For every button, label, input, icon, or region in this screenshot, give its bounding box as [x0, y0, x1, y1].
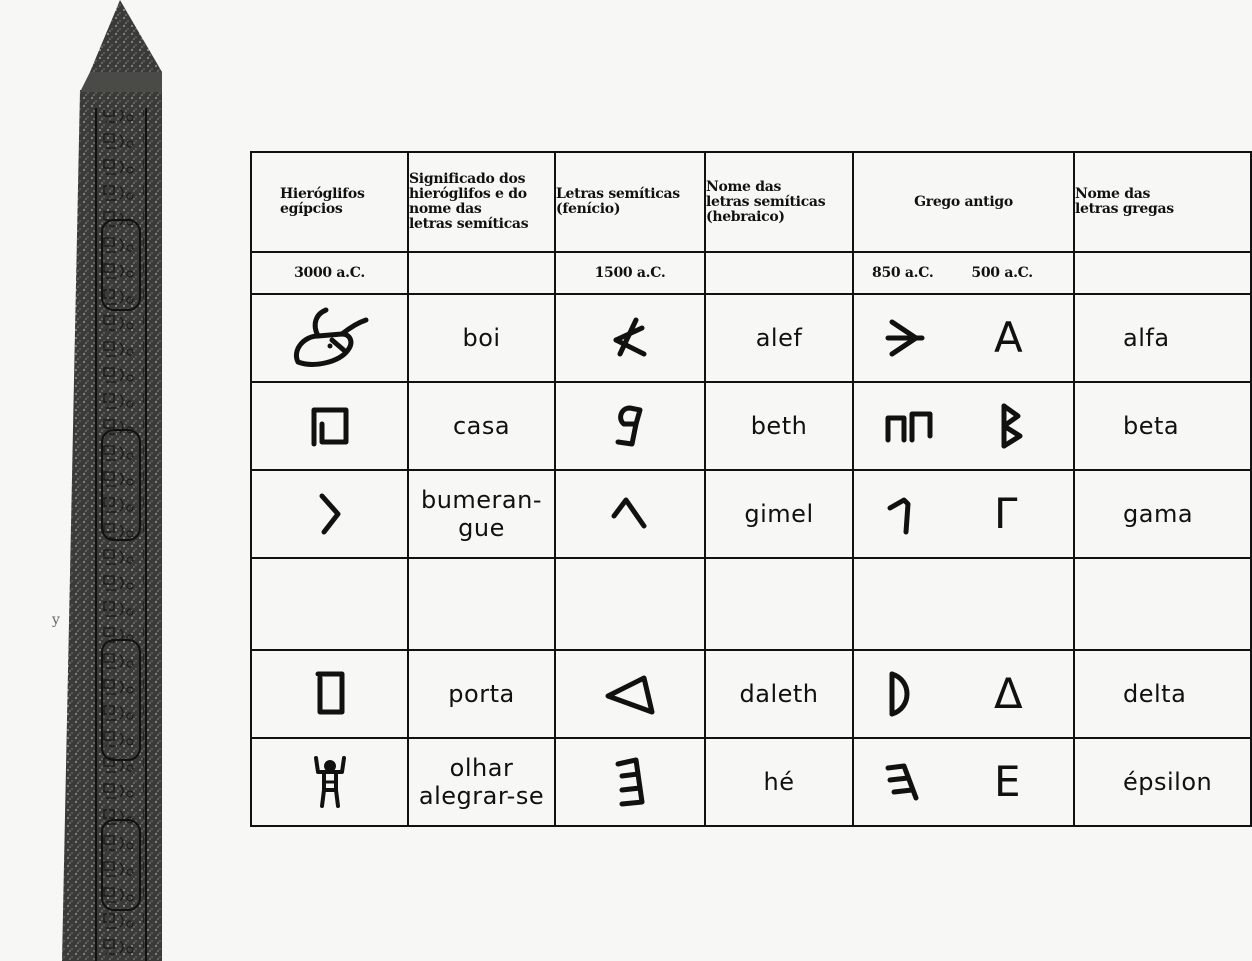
semitic-name-cell: beth: [705, 382, 853, 470]
greek-late-letter: Δ: [994, 669, 1023, 718]
date-semitic-names-empty: [705, 252, 853, 294]
table-row: [251, 738, 1251, 826]
meaning-cell: porta: [408, 650, 555, 738]
meaning-cell: olhar alegrar-se: [408, 738, 555, 826]
empty-cell: [1074, 558, 1251, 650]
meaning-cell: casa: [408, 382, 555, 470]
empty-cell: [555, 558, 705, 650]
he-icon: [610, 756, 650, 808]
obelisk-icon: [58, 0, 178, 961]
meaning-cell: bumeran- gue: [408, 470, 555, 558]
header-hieroglyphs: Hieróglifos egípcios: [251, 152, 408, 252]
date-greek: [853, 252, 1074, 294]
greek-late-letter: E: [994, 757, 1021, 806]
empty-cell: [853, 558, 1074, 650]
empty-cell: [705, 558, 853, 650]
greek-letters-cell: [853, 470, 1074, 558]
greek-name-cell: alfa: [1074, 294, 1251, 382]
greek-letters-cell: [853, 738, 1074, 826]
date-meaning-empty: [408, 252, 555, 294]
rejoicing-figure-icon: [310, 754, 350, 810]
archaic-epsilon-icon: [882, 760, 926, 804]
header-row: [251, 152, 1251, 252]
greek-name-cell: delta: [1074, 650, 1251, 738]
header-meaning: Significado dos hieróglifos e do nome das letras semíticas: [408, 152, 555, 252]
greek-letters-cell: [853, 650, 1074, 738]
beth-icon: [610, 402, 650, 450]
date-hieroglyphs: 3000 a.C.: [251, 252, 408, 294]
house-icon: [308, 404, 352, 448]
daleth-icon: [602, 670, 658, 718]
semitic-letter-cell: [555, 470, 705, 558]
meaning-cell: boi: [408, 294, 555, 382]
header-ancient-greek: Grego antigo: [853, 152, 1074, 252]
date-semitic: 1500 a.C.: [555, 252, 705, 294]
header-semitic-names: Nome das letras semíticas (hebraico): [705, 152, 853, 252]
stray-mark: y: [52, 612, 60, 628]
greek-name-cell: beta: [1074, 382, 1251, 470]
date-greek-early: 850 a.C.: [872, 265, 934, 281]
hieroglyph-cell: [251, 470, 408, 558]
semitic-letter-cell: [555, 650, 705, 738]
door-icon: [310, 670, 350, 718]
semitic-name-cell: daleth: [705, 650, 853, 738]
table-row-empty: [251, 558, 1251, 650]
empty-cell: [408, 558, 555, 650]
hieroglyph-cell: [251, 738, 408, 826]
greek-letters-cell: [853, 382, 1074, 470]
semitic-name-cell: gimel: [705, 470, 853, 558]
greek-name-cell: gama: [1074, 470, 1251, 558]
greek-name-cell: épsilon: [1074, 738, 1251, 826]
aleph-icon: [606, 314, 654, 362]
archaic-delta-icon: [882, 670, 918, 718]
archaic-alpha-icon: [882, 316, 926, 360]
table-row: [251, 470, 1251, 558]
hieroglyph-cell: [251, 294, 408, 382]
table-row: [251, 650, 1251, 738]
semitic-name-cell: hé: [705, 738, 853, 826]
greek-late-letter: Γ: [994, 489, 1018, 538]
hieroglyph-cell: [251, 382, 408, 470]
semitic-letter-cell: [555, 382, 705, 470]
ox-head-icon: [290, 306, 370, 370]
archaic-beta-icon: [882, 406, 938, 446]
boomerang-icon: [310, 490, 350, 538]
header-greek-names: Nome das letras gregas: [1074, 152, 1251, 252]
date-row: [251, 252, 1251, 294]
alphabet-evolution-table: [250, 151, 1250, 827]
beta-icon: [994, 402, 1030, 450]
empty-cell: [251, 558, 408, 650]
hieroglyph-cell: [251, 650, 408, 738]
archaic-gamma-icon: [882, 490, 922, 538]
semitic-letter-cell: [555, 738, 705, 826]
date-greek-names-empty: [1074, 252, 1251, 294]
date-greek-late: 500 a.C.: [971, 265, 1033, 281]
header-semitic-letters: Letras semíticas (fenício): [555, 152, 705, 252]
greek-late-letter: A: [994, 313, 1023, 362]
table-row: [251, 294, 1251, 382]
greek-letters-cell: [853, 294, 1074, 382]
semitic-letter-cell: [555, 294, 705, 382]
gimel-icon: [606, 490, 654, 538]
semitic-name-cell: alef: [705, 294, 853, 382]
table-row: [251, 382, 1251, 470]
